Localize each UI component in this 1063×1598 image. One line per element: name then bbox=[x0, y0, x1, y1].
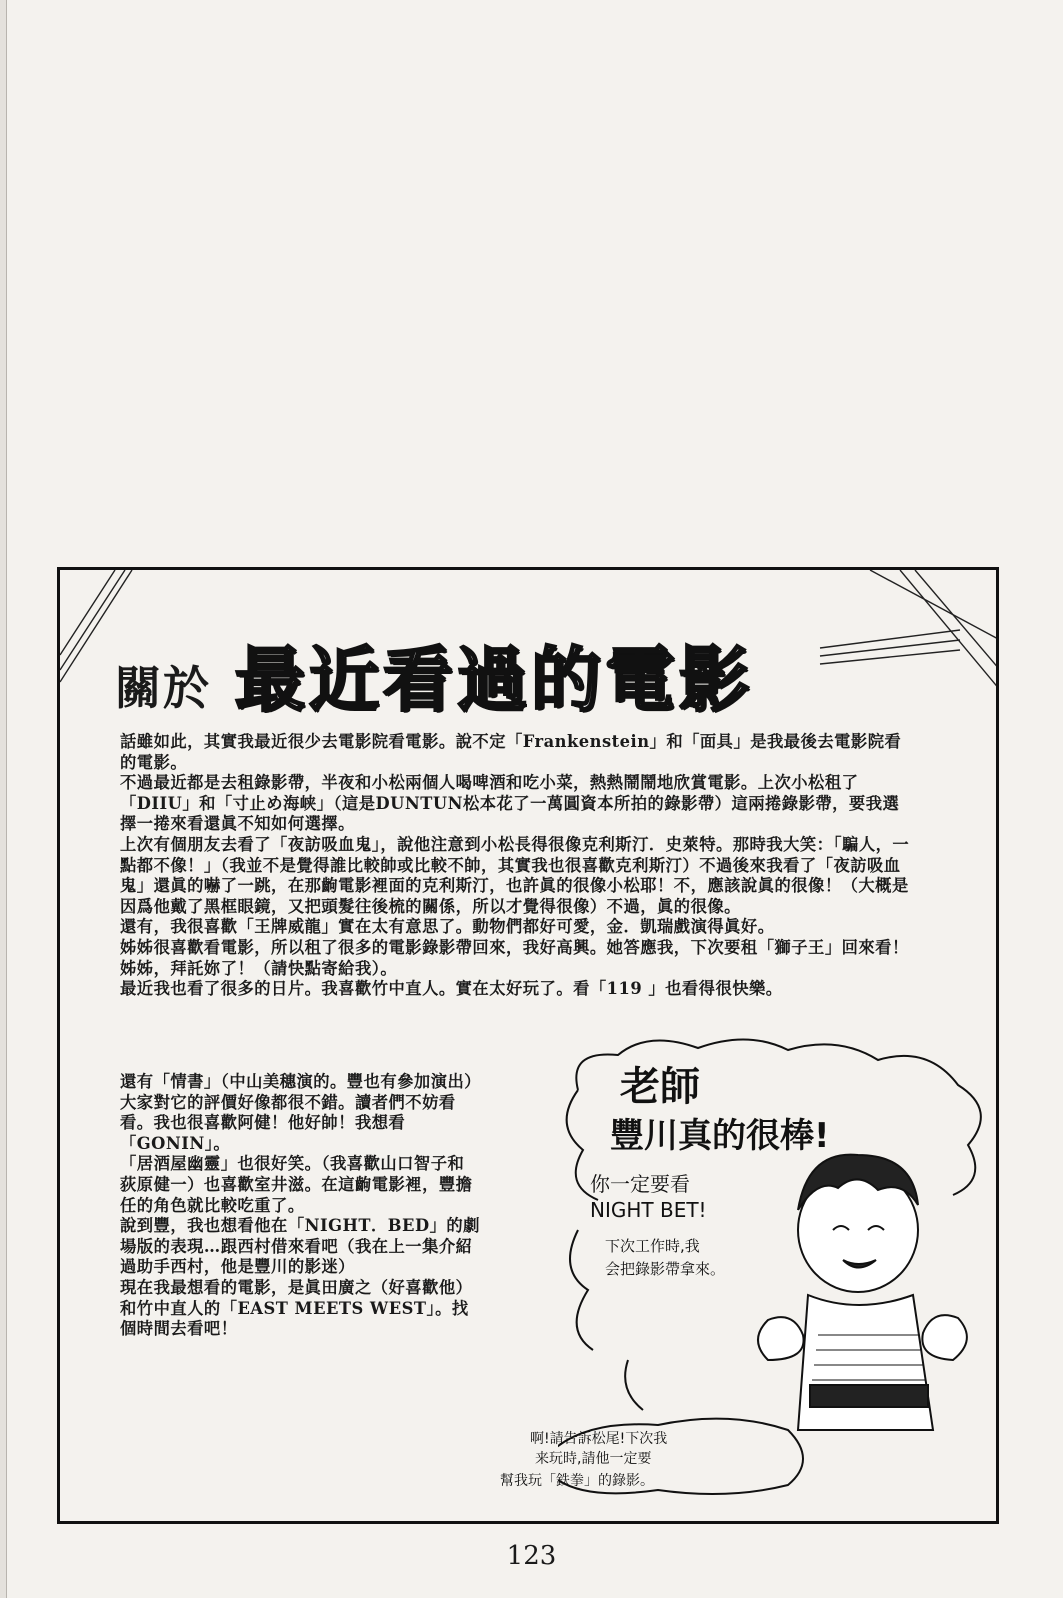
note-line-c: 下次工作時,我 bbox=[605, 1237, 700, 1255]
paragraph: 說到豐，我也想看他在「NIGHT．BED」的劇場版的表現…跟西村借來看吧（我在上一集介紹過助手西村，他是豐川的影迷） bbox=[120, 1216, 480, 1277]
note-line-d: 会把錄影帶拿來。 bbox=[605, 1260, 726, 1278]
footer-note-line2: 来玩時,請他一定要 bbox=[535, 1451, 652, 1467]
note-line-a: 你一定要看 bbox=[590, 1172, 690, 1196]
page-title: 最近看過的電影 bbox=[235, 639, 753, 721]
paragraph: 話雖如此，其實我最近很少去電影院看電影。說不定「Frankenstein」和「面具」是我最後去電影院看的電影。 bbox=[120, 732, 902, 772]
title-prefix: 關於 bbox=[115, 661, 211, 715]
column-box bbox=[57, 567, 999, 1524]
paragraph: 上次有個朋友去看了「夜訪吸血鬼」，說他注意到小松長得很像克利斯汀．史萊特。那時我大笑：「騙人，一點都不像！」（我並不是覺得誰比較帥或比較不帥，其實我也很喜歡克利斯汀）不過後來我看了「夜訪吸血鬼」還眞的嚇了一跳，在那齣電影裡面的克利斯汀，也許眞的很像小松耶！不，應該說眞的很像！（大概是因爲他戴了黑框眼鏡，又把頭髮往後梳的關係，所以才覺得很像）不過，眞的很像。 bbox=[120, 834, 910, 916]
paragraph: 還有「情書」（中山美穗演的。豐也有參加演出）大家對它的評價好像都很不錯。讀者們不妨看看。我也很喜歡阿健！他好帥！我想看「GONIN」。 bbox=[120, 1072, 473, 1153]
footer-note-line3: 幫我玩「鉄拳」的錄影。 bbox=[500, 1473, 654, 1489]
paragraph: 「居酒屋幽靈」也很好笑。（我喜歡山口智子和荻原健一）也喜歡室井滋。在這齣電影裡，豐擔任的角色就比較吃重了。 bbox=[120, 1154, 473, 1215]
paragraph: 還有，我很喜歡「王牌威龍」實在太有意思了。動物們都好可愛，金．凱瑞戲演得眞好。 bbox=[120, 917, 775, 937]
section-header bbox=[115, 625, 753, 721]
article-body-narrow bbox=[120, 1072, 480, 1340]
paragraph: 姊姊很喜歡看電影，所以租了很多的電影錄影帶回來，我好高興。她答應我，下次要租「獅子王」回來看！姊姊，拜託妳了！（請快點寄給我）。 bbox=[120, 937, 909, 978]
footer-note-line1: 啊!請告訴松尾!下次我 bbox=[530, 1431, 668, 1447]
note-line-b: NIGHT BET! bbox=[590, 1198, 707, 1222]
paragraph: 最近我也看了很多的日片。我喜歡竹中直人。實在太好玩了。看「119 」也看得很快樂。 bbox=[120, 979, 783, 999]
paragraph: 不過最近都是去租錄影帶，半夜和小松兩個人喝啤酒和吃小菜，熱熱鬧鬧地欣賞電影。上次小松租了「DIIU」和「寸止め海峡」（這是DUNTUN松本花了一萬圓資本所拍的錄影帶）這兩捲錄影帶，要我選擇一捲來看還眞不知如何選擇。 bbox=[120, 773, 900, 834]
page-edge bbox=[0, 0, 7, 1598]
bubble-title-line2: 豐川真的很棒! bbox=[610, 1116, 830, 1156]
page-number: 123 bbox=[506, 1541, 557, 1571]
article-body bbox=[120, 732, 910, 1000]
bubble-title-line1: 老師 bbox=[620, 1064, 700, 1110]
paragraph: 現在我最想看的電影，是眞田廣之（好喜歡他）和竹中直人的「EAST MEETS WEST」。找個時間去看吧！ bbox=[120, 1277, 473, 1339]
